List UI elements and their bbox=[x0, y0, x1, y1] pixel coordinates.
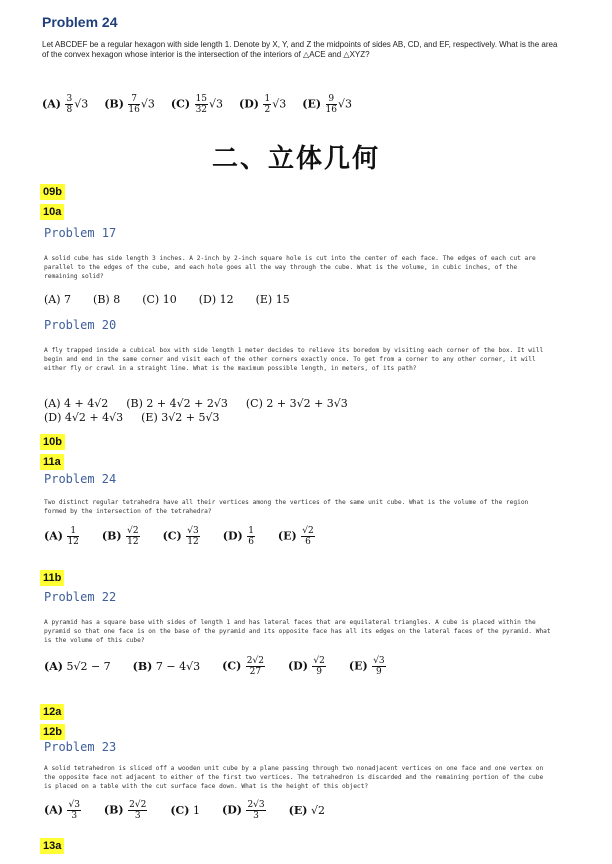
tag-11b: 11b bbox=[40, 570, 64, 586]
fraction-denominator: 12 bbox=[187, 537, 199, 547]
p24-choice-3 bbox=[163, 526, 201, 547]
choice-label: (C) bbox=[162, 529, 182, 543]
fraction-numerator: √3 bbox=[373, 656, 385, 666]
problem-22-title: Problem 22 bbox=[44, 590, 117, 604]
problem-20-choices-line1 bbox=[44, 396, 366, 410]
problem-20-choices-line2 bbox=[44, 410, 237, 424]
tag-12a: 12a bbox=[40, 704, 64, 720]
choice-fraction bbox=[372, 656, 385, 677]
problem-20-text: A fly trapped inside a cubical box with side length 1 meter decides to relieve its boredom by visiting each corner of the box. It will begin and end in the same corner and visit each of the other corners exactly once. To get from a corner to any other corner, it will either fly or crawl in a straight line. What is the maximum possible length, in meters, of its path? bbox=[44, 347, 544, 372]
choice-fraction bbox=[67, 800, 80, 821]
p24top-choice-4 bbox=[239, 94, 286, 115]
fraction-denominator: 6 bbox=[305, 537, 311, 547]
choice-label: (E) bbox=[277, 529, 297, 543]
choice-fraction bbox=[301, 526, 314, 547]
choice-label: (B) bbox=[101, 529, 122, 543]
p24top-choice-1 bbox=[42, 94, 88, 115]
fraction-denominator: 32 bbox=[195, 105, 208, 115]
tag-12b: 12b bbox=[40, 724, 65, 740]
p22-choice-1 bbox=[44, 660, 111, 673]
choice-label: (E) bbox=[348, 659, 368, 673]
problem-23-title: Problem 23 bbox=[44, 740, 117, 754]
choice-value: 5√2 − 7 bbox=[66, 660, 111, 673]
fraction-numerator: 2√3 bbox=[247, 800, 265, 810]
choice-label: (A) bbox=[44, 660, 63, 673]
fraction-numerator: √3 bbox=[68, 800, 80, 810]
problem-24-top-choices bbox=[42, 94, 368, 115]
fraction-numerator: √2 bbox=[302, 526, 314, 536]
choice-label: (B) bbox=[103, 803, 124, 817]
fraction-denominator: 3 bbox=[134, 811, 141, 821]
fraction-denominator: 16 bbox=[128, 105, 140, 115]
choice-fraction bbox=[128, 800, 147, 821]
fraction-numerator: 1 bbox=[248, 526, 254, 536]
choice-tail: √3 bbox=[272, 97, 287, 111]
fraction-denominator: 16 bbox=[325, 105, 337, 115]
choice-value: 7 − 4√3 bbox=[155, 660, 201, 673]
fraction-denominator: 9 bbox=[376, 667, 382, 677]
choice-label: (B) bbox=[104, 97, 124, 111]
fraction-denominator: 27 bbox=[249, 667, 262, 677]
p17-choice-3: (C) 10 bbox=[142, 292, 177, 306]
p20b-choice-2: (E) 3√2 + 5√3 bbox=[141, 410, 220, 424]
p24-choice-1 bbox=[44, 526, 80, 547]
p20b-choice-1: (D) 4√2 + 4√3 bbox=[44, 410, 124, 424]
choice-label: (A) bbox=[42, 97, 61, 111]
section-title: 二、立体几何 bbox=[212, 144, 381, 174]
p22-choice-5 bbox=[349, 656, 387, 677]
p24top-choice-5 bbox=[302, 94, 352, 115]
p23-choice-1 bbox=[44, 800, 82, 821]
choice-label: (A) bbox=[44, 803, 63, 817]
choice-label: (A) bbox=[44, 529, 63, 543]
tag-09b: 09b bbox=[40, 184, 65, 200]
choice-fraction bbox=[65, 94, 73, 115]
fraction-numerator: √2 bbox=[127, 526, 139, 536]
p23-choice-2 bbox=[104, 800, 148, 821]
problem-23-choices bbox=[44, 800, 347, 821]
problem-17-choices bbox=[44, 292, 312, 306]
p20a-choice-3: (C) 2 + 3√2 + 3√3 bbox=[245, 396, 348, 410]
p24-choice-4 bbox=[223, 526, 256, 547]
p23-choice-3 bbox=[170, 804, 200, 817]
p22-choice-2 bbox=[133, 660, 200, 673]
fraction-denominator: 12 bbox=[127, 537, 139, 547]
p20a-choice-1: (A) 4 + 4√2 bbox=[44, 396, 109, 410]
tag-10a: 10a bbox=[40, 204, 64, 220]
fraction-numerator: √3 bbox=[187, 526, 199, 536]
problem-22-choices bbox=[44, 656, 409, 677]
p22-choice-4 bbox=[288, 656, 327, 677]
problem-20-title: Problem 20 bbox=[44, 318, 117, 332]
choice-label: (D) bbox=[222, 803, 242, 817]
choice-value: 1 bbox=[193, 804, 200, 817]
fraction-numerator: 9 bbox=[326, 94, 337, 105]
choice-tail: √3 bbox=[74, 97, 89, 111]
choice-fraction bbox=[246, 656, 265, 677]
fraction-numerator: 2√2 bbox=[129, 800, 147, 810]
choice-value: √2 bbox=[310, 804, 325, 817]
choice-fraction bbox=[312, 656, 325, 677]
p17-choice-1: (A) 7 bbox=[44, 292, 72, 306]
problem-17-title: Problem 17 bbox=[44, 226, 117, 240]
fraction-denominator: 8 bbox=[66, 105, 73, 115]
p17-choice-5: (E) 15 bbox=[255, 292, 290, 306]
choice-fraction bbox=[326, 94, 337, 115]
p24top-choice-3 bbox=[171, 94, 223, 115]
choice-label: (D) bbox=[222, 529, 243, 543]
fraction-denominator: 3 bbox=[253, 811, 259, 821]
choice-fraction bbox=[246, 800, 265, 821]
p17-choice-4: (D) 12 bbox=[198, 292, 234, 306]
p17-choice-2: (B) 8 bbox=[93, 292, 121, 306]
choice-label: (B) bbox=[132, 660, 153, 673]
choice-fraction bbox=[195, 94, 208, 115]
choice-fraction bbox=[128, 94, 139, 115]
p22-choice-3 bbox=[222, 656, 266, 677]
fraction-denominator: 3 bbox=[71, 811, 78, 821]
fraction-numerator: √2 bbox=[313, 656, 325, 666]
choice-fraction bbox=[263, 94, 271, 115]
choice-fraction bbox=[247, 526, 255, 547]
problem-24-choices bbox=[44, 526, 338, 547]
problem-17-text: A solid cube has side length 3 inches. A 2-inch by 2-inch square hole is cut into the center of each face. The edges of each cut are parallel to the edges of the cube, and each hole goes all the way through the cube. What is the volume, in cubic inches, of the remaining solid? bbox=[44, 255, 536, 280]
problem-23-text: A solid tetrahedron is sliced off a wooden unit cube by a plane passing through two nonadjacent vertices on one face and one vertex on the opposite face not adjacent to either of the first two vertices. The tetrahedron is discarded and the remaining portion of the cube is placed on a table with the cut surface face down. What is the height of this object? bbox=[44, 765, 544, 790]
choice-label: (E) bbox=[302, 97, 322, 111]
choice-label: (C) bbox=[170, 97, 191, 111]
choice-tail: √3 bbox=[337, 97, 352, 111]
choice-fraction bbox=[126, 526, 139, 547]
fraction-denominator: 6 bbox=[248, 537, 254, 547]
tag-13a: 13a bbox=[40, 838, 64, 854]
fraction-numerator: 1 bbox=[67, 526, 78, 537]
problem-24-text: Two distinct regular tetrahedra have all their vertices among the vertices of the same unit cube. What is the volume of the region formed by the intersection of the tetrahedra? bbox=[44, 499, 529, 515]
choice-label: (C) bbox=[170, 804, 190, 817]
fraction-denominator: 9 bbox=[316, 667, 323, 677]
choice-label: (D) bbox=[239, 97, 259, 111]
fraction-numerator: 7 bbox=[128, 94, 139, 105]
fraction-numerator: 3 bbox=[66, 94, 73, 104]
tag-11a: 11a bbox=[40, 454, 64, 470]
problem-24-top-title: Problem 24 bbox=[42, 14, 118, 30]
p24top-choice-2 bbox=[104, 94, 155, 115]
choice-tail: √3 bbox=[140, 97, 155, 111]
tag-10b: 10b bbox=[40, 434, 65, 450]
fraction-numerator: 15 bbox=[195, 94, 208, 104]
problem-24-top-text: Let ABCDEF be a regular hexagon with side length 1. Denote by X, Y, and Z the midpoints of sides AB, CD, and EF, respectively. What is the area of the convex hexagon whose interior is the intersection of the interiors of △ACE and △XYZ? bbox=[42, 40, 558, 59]
choice-label: (D) bbox=[287, 659, 308, 673]
p23-choice-5 bbox=[289, 804, 325, 817]
fraction-numerator: 1 bbox=[264, 94, 271, 104]
fraction-denominator: 2 bbox=[264, 105, 271, 115]
fraction-denominator: 12 bbox=[67, 537, 79, 547]
choice-fraction bbox=[67, 526, 78, 547]
p23-choice-4 bbox=[222, 800, 267, 821]
problem-24-title: Problem 24 bbox=[44, 472, 117, 486]
p24-choice-5 bbox=[278, 526, 316, 547]
fraction-numerator: 2√2 bbox=[246, 656, 264, 666]
choice-label: (E) bbox=[288, 804, 308, 817]
problem-22-text: A pyramid has a square base with sides of length 1 and has lateral faces that are equilateral triangles. A cube is placed within the pyramid so that one face is on the base of the pyramid and its opposite face has all its edges on the lateral faces of the pyramid. What is the volume of this cube? bbox=[44, 619, 551, 644]
choice-fraction bbox=[186, 526, 199, 547]
p20a-choice-2: (B) 2 + 4√2 + 2√3 bbox=[126, 396, 228, 410]
p24-choice-2 bbox=[102, 526, 141, 547]
choice-label: (C) bbox=[222, 659, 242, 673]
choice-tail: √3 bbox=[209, 97, 224, 111]
